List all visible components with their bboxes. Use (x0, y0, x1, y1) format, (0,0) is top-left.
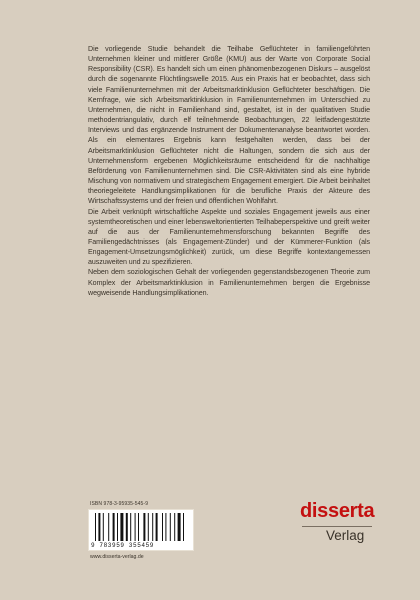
isbn-label: ISBN 978-3-95935-545-9 (90, 501, 149, 507)
blurb-paragraph-3: Neben dem soziologischen Gehalt der vorliegenden gegenstandsbezogenen Theorie zum Komplex der Arbeitsmarktinklusion in Familienunternehmen bergen die Ergebnisse wegweisende Handlungsimplikationen. (88, 268, 370, 297)
publisher-website: www.disserta-verlag.de (90, 554, 144, 560)
blurb-text (88, 44, 370, 298)
blurb-paragraph-1: Die vorliegende Studie behandelt die Teilhabe Geflüchteter in familiengeführten Unternehmen kleiner und mittlerer Größe (KMU) aus der Warte von Corporate Social Responsibility (CSR). Es handelt sich um einen phänomenbezogenen Diskurs – ausgelöst durch die sogenannte Flüchtlingswelle 2015. Aus ein Praxis hat er beobachtet, dass sich viele Familienunternehmen mit der Arbeitsmarktinklusion Geflüchteter beschäftigen. Die Kernfrage, wie sich Arbeitsmarktinklusion in Familienunternehmen im Unterschied zu Unternehmen, die nicht in Familienhand sind, gestaltet, ist in der qualitativen Studie methodentriangulativ, durch elf teilnehmende Beobachtungen, 22 leitfadengestützte Interviews und das ergänzende Instrument der Dokumentenanalyse beantwortet worden. Als ein elementares Ergebnis kann festgehalten werden, dass bei der Arbeitsmarktinklusion Geflüchteter nicht die Haltungen, sondern die sich aus der Unternehmensform ergebenen Möglichkeitsräume entscheidend für die nachhaltige Beförderung von Familienunternehmen sind. Die CSR-Aktivitäten sind als eine hybride Mischung von normativem und strategischem Engagement emergiert. Die Arbeit beinhaltet theoriegeleitete Handlungsimplikationen für die berufliche Praxis der Akteure des Wirtschaftssystems und der freien und öffentlichen Wohlfahrt. (88, 45, 370, 206)
logo-divider (302, 526, 372, 527)
barcode (88, 509, 194, 551)
barcode-digits: 9 783959 355459 (91, 542, 155, 549)
barcode-bars (95, 513, 187, 541)
blurb-paragraph-2: Die Arbeit verknüpft wirtschaftliche Aspekte und soziales Engagement jeweils aus einer systemtheoretischen und einer lebensweltorientierten Teilhabeperspektive und greift weiter auf die aus der Familienunternehmensforschung bekannten Begriffe des Familiengedächtnisses (als Engagement-Zünder) und der Kümmerer-Funktion (als Engagement-Umsetzungsmöglichkeit) zurück, um diese Begriffe kontextangemessen auszuweiten und zu spezifizieren. (88, 207, 370, 267)
publisher-logo (300, 500, 376, 556)
barcode-block (88, 501, 198, 560)
logo-wordmark: disserta (300, 500, 375, 522)
logo-verlag: Verlag (326, 528, 365, 543)
